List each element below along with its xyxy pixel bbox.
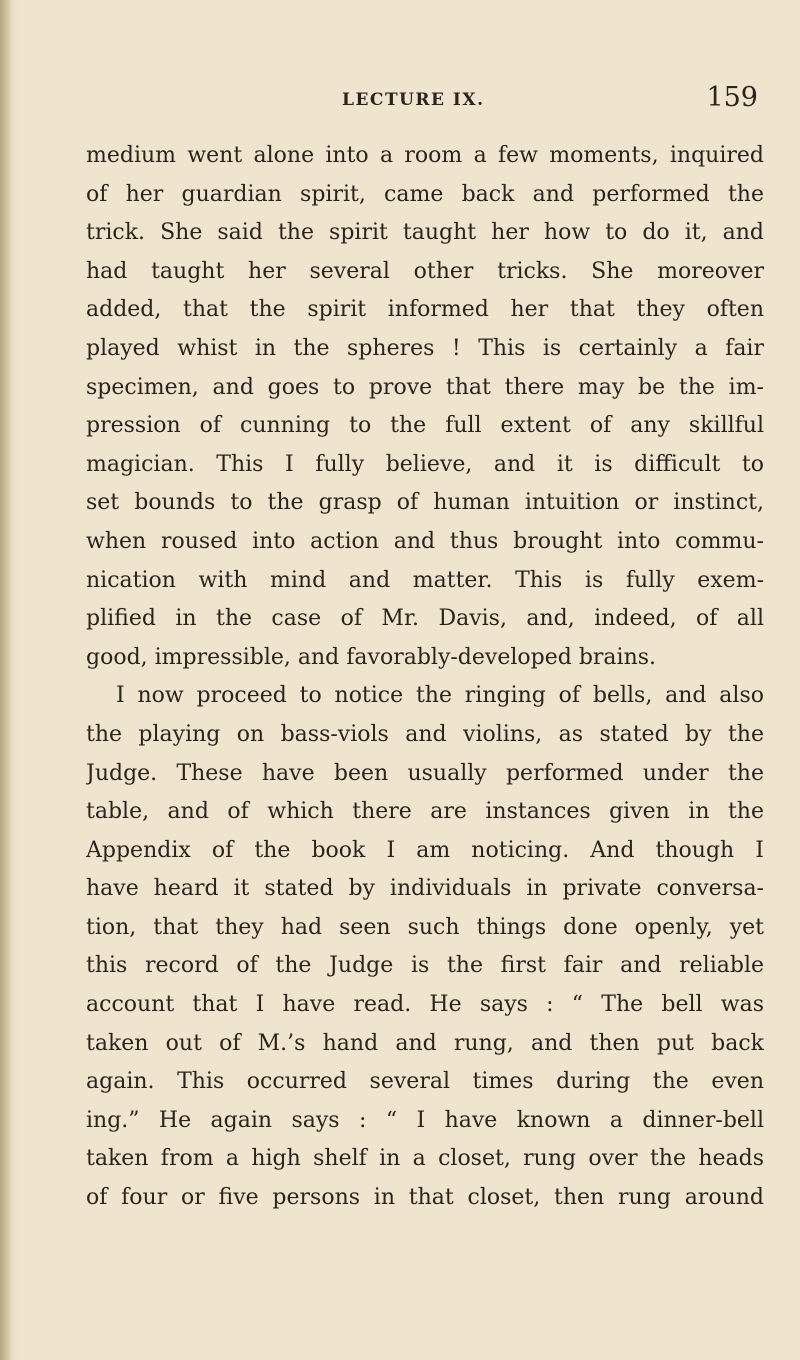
text-line: when roused into action and thus brought into commu-	[86, 528, 764, 554]
text-line: the playing on bass-viols and violins, as stated by the	[86, 721, 764, 747]
text-line: of her guardian spirit, came back and performed the	[86, 181, 764, 207]
running-head	[86, 82, 758, 116]
text-line: Appendix of the book I am noticing. And though I	[86, 837, 764, 863]
text-line: plified in the case of Mr. Davis, and, indeed, of all	[86, 606, 764, 632]
text-line: Judge. These have been usually performed under the	[86, 760, 764, 786]
text-line: this record of the Judge is the first fair and reliable	[86, 953, 764, 979]
text-line: table, and of which there are instances given in the	[86, 799, 764, 825]
page-number: 159	[706, 82, 758, 113]
text-line: had taught her several other tricks. She moreover	[86, 258, 764, 284]
text-line: nication with mind and matter. This is fully exem-	[86, 567, 764, 593]
text-line: taken out of M.’s hand and rung, and then put back	[86, 1030, 764, 1056]
text-line: magician. This I fully believe, and it is difficult to	[86, 451, 764, 477]
text-line: ing.” He again says : “ I have known a dinner-bell	[86, 1107, 764, 1133]
text-line: tion, that they had seen such things done openly, yet	[86, 914, 764, 940]
text-line: of four or five persons in that closet, then rung around	[86, 1185, 764, 1211]
text-line: good, impressible, and favorably-developed brains.	[86, 644, 657, 670]
running-title: LECTURE IX.	[342, 90, 485, 110]
text-line: specimen, and goes to prove that there may be the im-	[86, 374, 764, 400]
text-line: again. This occurred several times during the even	[86, 1069, 764, 1095]
text-line: added, that the spirit informed her that they often	[86, 297, 764, 323]
text-line: played whist in the spheres ! This is certainly a fair	[86, 335, 764, 361]
text-line: trick. She said the spirit taught her how to do it, and	[86, 220, 764, 246]
text-line: account that I have read. He says : “ The bell was	[86, 992, 764, 1018]
text-line: pression of cunning to the full extent of any skillful	[86, 413, 764, 439]
text-line: taken from a high shelf in a closet, rung over the heads	[86, 1146, 764, 1172]
page-gutter-shadow	[0, 0, 12, 1360]
text-line: have heard it stated by individuals in private conversa-	[86, 876, 764, 902]
text-line: set bounds to the grasp of human intuition or instinct,	[86, 490, 764, 516]
text-line: medium went alone into a room a few moments, inquired	[86, 143, 764, 168]
body-text	[86, 137, 764, 1218]
text-line: I now proceed to notice the ringing of bells, and also	[116, 683, 764, 709]
